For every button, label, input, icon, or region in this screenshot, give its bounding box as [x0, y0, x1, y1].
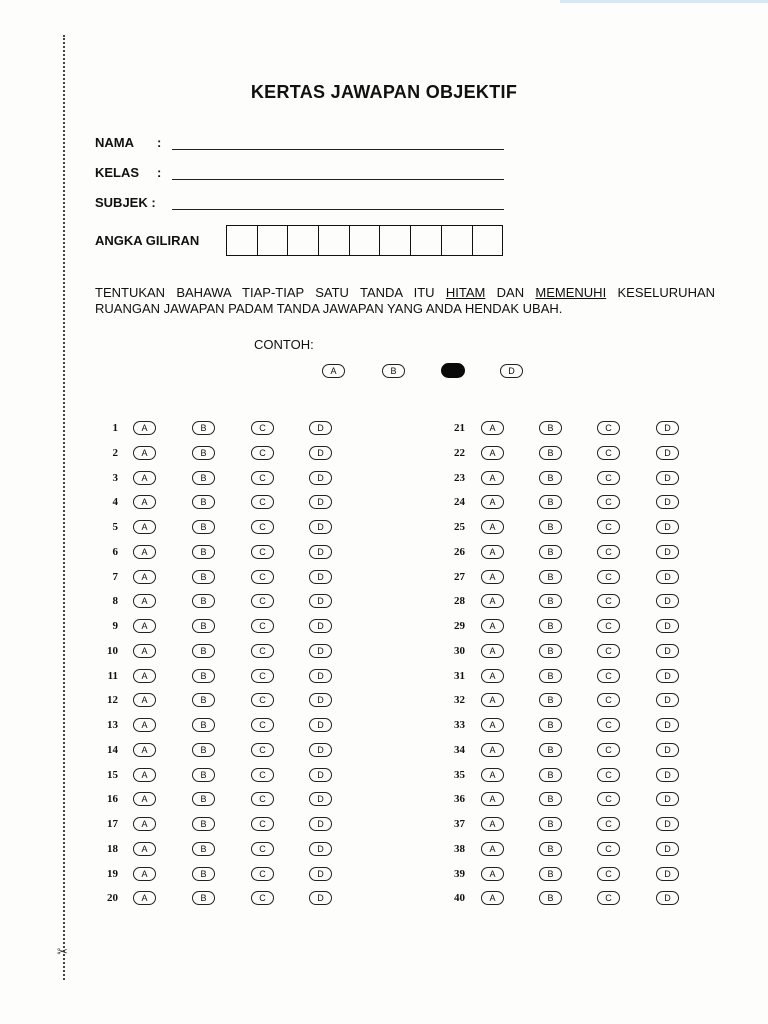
angka-giliran-box[interactable] [411, 226, 442, 255]
answer-bubble-q11-c[interactable]: C [251, 669, 274, 683]
question-number: 12 [107, 694, 118, 707]
answer-bubble-q2-c[interactable]: C [251, 446, 274, 460]
answer-bubble-q22-a[interactable]: A [481, 446, 504, 460]
answer-bubble-q24-c[interactable]: C [597, 495, 620, 509]
answer-bubble-q3-c[interactable]: C [251, 471, 274, 485]
answer-bubble-q38-a[interactable]: A [481, 842, 504, 856]
answer-bubble-q37-a[interactable]: A [481, 817, 504, 831]
answer-bubble-q22-b[interactable]: B [539, 446, 562, 460]
nama-label: NAMA [95, 135, 134, 150]
answer-bubble-q3-b[interactable]: B [192, 471, 215, 485]
instruction-part2: KESELURUHAN [617, 285, 716, 300]
answer-bubble-q8-a[interactable]: A [133, 594, 156, 608]
answer-bubble-q4-b[interactable]: B [192, 495, 215, 509]
question-number: 10 [107, 644, 118, 657]
answer-bubble-q32-a[interactable]: A [481, 693, 504, 707]
answer-bubble-q26-c[interactable]: C [597, 545, 620, 559]
answer-bubble-q3-a[interactable]: A [133, 471, 156, 485]
answer-bubble-q36-b[interactable]: B [539, 792, 562, 806]
answer-bubble-q11-b[interactable]: B [192, 669, 215, 683]
answer-bubble-q13-c[interactable]: C [251, 718, 274, 732]
answer-bubble-q10-a[interactable]: A [133, 644, 156, 658]
answer-bubble-q10-d[interactable]: D [309, 644, 332, 658]
answer-bubble-q37-c[interactable]: C [597, 817, 620, 831]
answer-bubble-q8-b[interactable]: B [192, 594, 215, 608]
answer-bubble-q11-d[interactable]: D [309, 669, 332, 683]
answer-bubble-q19-c[interactable]: C [251, 867, 274, 881]
answer-bubble-q35-b[interactable]: B [539, 768, 562, 782]
answer-bubble-q14-a[interactable]: A [133, 743, 156, 757]
question-number: 5 [112, 521, 118, 533]
question-number: 22 [454, 446, 465, 459]
answer-bubble-q27-c[interactable]: C [597, 570, 620, 584]
answer-bubble-q31-d[interactable]: D [656, 669, 679, 683]
answer-bubble-q5-b[interactable]: B [192, 520, 215, 534]
question-number: 6 [112, 545, 118, 558]
answer-bubble-q20-a[interactable]: A [133, 891, 156, 905]
answer-bubble-q7-c[interactable]: C [251, 570, 274, 584]
answer-bubble-q37-b[interactable]: B [539, 817, 562, 831]
contoh-bubble-a: A [322, 364, 345, 378]
answer-bubble-q16-c[interactable]: C [251, 792, 274, 806]
kelas-field [95, 165, 162, 180]
answer-bubble-q25-a[interactable]: A [481, 520, 504, 534]
question-number: 30 [454, 644, 465, 657]
answer-bubble-q34-d[interactable]: D [656, 743, 679, 757]
answer-bubble-q32-c[interactable]: C [597, 693, 620, 707]
subjek-label: SUBJEK : [95, 195, 156, 210]
answer-bubble-q17-b[interactable]: B [192, 817, 215, 831]
answer-bubble-q13-a[interactable]: A [133, 718, 156, 732]
answer-bubble-q39-a[interactable]: A [481, 867, 504, 881]
answer-bubble-q23-d[interactable]: D [656, 471, 679, 485]
answer-bubble-q5-a[interactable]: A [133, 520, 156, 534]
question-number: 37 [454, 818, 465, 830]
answer-bubble-q30-b[interactable]: B [539, 644, 562, 658]
answer-bubble-q24-a[interactable]: A [481, 495, 504, 509]
question-number: 31 [454, 669, 465, 682]
answer-bubble-q28-c[interactable]: C [597, 594, 620, 608]
question-number: 13 [107, 719, 118, 731]
answer-bubble-q17-a[interactable]: A [133, 817, 156, 831]
page-title: KERTAS JAWAPAN OBJEKTIF [250, 82, 518, 102]
answer-bubble-q38-c[interactable]: C [597, 842, 620, 856]
contoh-label: CONTOH: [254, 337, 314, 352]
answer-bubble-q5-d[interactable]: D [309, 520, 332, 534]
answer-bubble-q40-a[interactable]: A [481, 891, 504, 905]
answer-bubble-q40-b[interactable]: B [539, 891, 562, 905]
answer-bubble-q14-d[interactable]: D [309, 743, 332, 757]
perforation-line [63, 35, 65, 980]
question-number: 1 [112, 422, 118, 434]
answer-bubble-q9-c[interactable]: C [251, 619, 274, 633]
answer-bubble-q12-b[interactable]: B [192, 693, 215, 707]
answer-bubble-q18-a[interactable]: A [133, 842, 156, 856]
contoh-bubble-d: D [500, 364, 523, 378]
angka-giliran-boxes [226, 225, 503, 256]
kelas-colon: : [157, 165, 162, 180]
answer-bubble-q1-c[interactable]: C [251, 421, 274, 435]
answer-bubble-q28-d[interactable]: D [656, 594, 679, 608]
answer-bubble-q3-d[interactable]: D [309, 471, 332, 485]
answer-bubble-q32-d[interactable]: D [656, 693, 679, 707]
answer-bubble-q27-b[interactable]: B [539, 570, 562, 584]
answer-bubble-q4-c[interactable]: C [251, 495, 274, 509]
answer-bubble-q11-a[interactable]: A [133, 669, 156, 683]
answer-bubble-q7-d[interactable]: D [309, 570, 332, 584]
answer-bubble-q7-b[interactable]: B [192, 570, 215, 584]
answer-bubble-q23-a[interactable]: A [481, 471, 504, 485]
answer-bubble-q29-d[interactable]: D [656, 619, 679, 633]
answer-bubble-q23-c[interactable]: C [597, 471, 620, 485]
question-number: 28 [454, 595, 465, 608]
answer-bubble-q13-d[interactable]: D [309, 718, 332, 732]
answer-bubble-q23-b[interactable]: B [539, 471, 562, 485]
answer-bubble-q5-c[interactable]: C [251, 520, 274, 534]
answer-bubble-q10-b[interactable]: B [192, 644, 215, 658]
answer-bubble-q15-d[interactable]: D [309, 768, 332, 782]
answer-bubble-q28-a[interactable]: A [481, 594, 504, 608]
answer-bubble-q35-d[interactable]: D [656, 768, 679, 782]
answer-bubble-q24-b[interactable]: B [539, 495, 562, 509]
answer-bubble-q2-a[interactable]: A [133, 446, 156, 460]
answer-bubble-q38-b[interactable]: B [539, 842, 562, 856]
answer-bubble-q2-b[interactable]: B [192, 446, 215, 460]
answer-bubble-q9-a[interactable]: A [133, 619, 156, 633]
answer-bubble-q30-a[interactable]: A [481, 644, 504, 658]
answer-bubble-q1-b[interactable]: B [192, 421, 215, 435]
answer-bubble-q29-b[interactable]: B [539, 619, 562, 633]
question-number: 26 [454, 545, 465, 558]
contoh-bubble-c [441, 363, 465, 378]
answer-bubble-q4-d[interactable]: D [309, 495, 332, 509]
answer-bubble-q35-a[interactable]: A [481, 768, 504, 782]
question-number: 21 [454, 422, 465, 434]
answer-bubble-q40-c[interactable]: C [597, 891, 620, 905]
answer-bubble-q33-d[interactable]: D [656, 718, 679, 732]
answer-bubble-q38-d[interactable]: D [656, 842, 679, 856]
question-number: 16 [107, 793, 118, 806]
question-number: 23 [454, 471, 465, 484]
subjek-input-line[interactable] [172, 209, 504, 210]
question-number: 9 [112, 620, 118, 632]
answer-bubble-q27-d[interactable]: D [656, 570, 679, 584]
answer-bubble-q40-d[interactable]: D [656, 891, 679, 905]
answer-bubble-q18-d[interactable]: D [309, 842, 332, 856]
question-number: 17 [107, 818, 118, 830]
question-number: 3 [112, 471, 118, 484]
answer-bubble-q21-c[interactable]: C [597, 421, 620, 435]
instruction-memenuhi: MEMENUHI [535, 285, 607, 300]
kelas-input-line[interactable] [172, 179, 504, 180]
answer-bubble-q20-b[interactable]: B [192, 891, 215, 905]
answer-bubble-q18-c[interactable]: C [251, 842, 274, 856]
question-number: 34 [454, 743, 465, 756]
angka-giliran-box[interactable] [442, 226, 473, 255]
answer-bubble-q31-b[interactable]: B [539, 669, 562, 683]
instruction-text [95, 285, 715, 317]
answer-bubble-q17-d[interactable]: D [309, 817, 332, 831]
nama-colon: : [157, 135, 162, 150]
scan-edge-line [560, 0, 768, 3]
answer-bubble-q6-d[interactable]: D [309, 545, 332, 559]
question-number: 33 [454, 719, 465, 731]
answer-bubble-q6-a[interactable]: A [133, 545, 156, 559]
answer-bubble-q39-d[interactable]: D [656, 867, 679, 881]
answer-bubble-q33-b[interactable]: B [539, 718, 562, 732]
angka-giliran-label: ANGKA GILIRAN [95, 233, 200, 248]
answer-bubble-q1-d[interactable]: D [309, 421, 332, 435]
answer-bubble-q30-d[interactable]: D [656, 644, 679, 658]
answer-bubble-q8-c[interactable]: C [251, 594, 274, 608]
answer-bubble-q25-b[interactable]: B [539, 520, 562, 534]
scissors-icon: ✂ [57, 944, 68, 959]
question-number: 36 [454, 793, 465, 806]
answer-bubble-q26-a[interactable]: A [481, 545, 504, 559]
answer-bubble-q16-a[interactable]: A [133, 792, 156, 806]
answer-bubble-q15-a[interactable]: A [133, 768, 156, 782]
answer-bubble-q33-a[interactable]: A [481, 718, 504, 732]
answer-bubble-q14-c[interactable]: C [251, 743, 274, 757]
answer-bubble-q39-b[interactable]: B [539, 867, 562, 881]
instruction-dan: DAN [496, 285, 525, 300]
answer-bubble-q12-c[interactable]: C [251, 693, 274, 707]
question-number: 7 [112, 570, 118, 583]
answer-bubble-q24-d[interactable]: D [656, 495, 679, 509]
angka-giliran-box[interactable] [473, 226, 503, 255]
question-number: 35 [454, 768, 465, 781]
answer-bubble-q26-b[interactable]: B [539, 545, 562, 559]
answer-bubble-q34-a[interactable]: A [481, 743, 504, 757]
question-number: 14 [107, 743, 118, 756]
question-number: 8 [112, 595, 118, 608]
angka-giliran-box[interactable] [350, 226, 381, 255]
question-number: 2 [112, 446, 118, 459]
answer-bubble-q25-c[interactable]: C [597, 520, 620, 534]
answer-bubble-q12-d[interactable]: D [309, 693, 332, 707]
answer-bubble-q14-b[interactable]: B [192, 743, 215, 757]
question-number: 15 [107, 768, 118, 781]
answer-bubble-q29-c[interactable]: C [597, 619, 620, 633]
answer-bubble-q17-c[interactable]: C [251, 817, 274, 831]
answer-bubble-q36-a[interactable]: A [481, 792, 504, 806]
answer-bubble-q19-d[interactable]: D [309, 867, 332, 881]
answer-bubble-q20-d[interactable]: D [309, 891, 332, 905]
angka-giliran-box[interactable] [288, 226, 319, 255]
answer-bubble-q29-a[interactable]: A [481, 619, 504, 633]
angka-giliran-box[interactable] [380, 226, 411, 255]
answer-bubble-q39-c[interactable]: C [597, 867, 620, 881]
question-number: 32 [454, 694, 465, 707]
instruction-part1: TENTUKAN BAHAWA TIAP-TIAP SATU TANDA ITU [95, 285, 435, 300]
angka-giliran-box[interactable] [319, 226, 350, 255]
answer-bubble-q16-b[interactable]: B [192, 792, 215, 806]
answer-bubble-q13-b[interactable]: B [192, 718, 215, 732]
nama-input-line[interactable] [172, 149, 504, 150]
answer-bubble-q6-b[interactable]: B [192, 545, 215, 559]
question-number: 39 [454, 867, 465, 880]
question-number: 20 [107, 892, 118, 905]
answer-bubble-q31-a[interactable]: A [481, 669, 504, 683]
kelas-label: KELAS [95, 165, 140, 180]
answer-bubble-q15-c[interactable]: C [251, 768, 274, 782]
angka-giliran-box[interactable] [258, 226, 289, 255]
answer-bubble-q8-d[interactable]: D [309, 594, 332, 608]
answer-bubble-q18-b[interactable]: B [192, 842, 215, 856]
answer-bubble-q34-b[interactable]: B [539, 743, 562, 757]
answer-bubble-q31-c[interactable]: C [597, 669, 620, 683]
answer-bubble-q30-c[interactable]: C [597, 644, 620, 658]
answer-bubble-q33-c[interactable]: C [597, 718, 620, 732]
question-number: 18 [107, 842, 118, 855]
answer-bubble-q4-a[interactable]: A [133, 495, 156, 509]
answer-bubble-q36-d[interactable]: D [656, 792, 679, 806]
contoh-bubble-b: B [382, 364, 405, 378]
answer-bubble-q1-a[interactable]: A [133, 421, 156, 435]
instruction-hitam: HITAM [445, 285, 486, 300]
question-number: 24 [454, 496, 465, 509]
answer-bubble-q16-d[interactable]: D [309, 792, 332, 806]
question-number: 38 [454, 842, 465, 855]
answer-bubble-q10-c[interactable]: C [251, 644, 274, 658]
answer-bubble-q15-b[interactable]: B [192, 768, 215, 782]
answer-bubble-q2-d[interactable]: D [309, 446, 332, 460]
question-number: 4 [112, 496, 118, 509]
answer-bubble-q7-a[interactable]: A [133, 570, 156, 584]
question-number: 40 [454, 892, 465, 905]
question-number: 27 [454, 570, 465, 583]
question-number: 19 [107, 867, 118, 880]
question-number: 25 [454, 521, 465, 533]
question-number: 11 [107, 669, 118, 682]
answer-bubble-q21-b[interactable]: B [539, 421, 562, 435]
answer-bubble-q19-a[interactable]: A [133, 867, 156, 881]
answer-bubble-q37-d[interactable]: D [656, 817, 679, 831]
answer-bubble-q22-c[interactable]: C [597, 446, 620, 460]
subjek-field [95, 195, 156, 210]
answer-bubble-q19-b[interactable]: B [192, 867, 215, 881]
answer-bubble-q25-d[interactable]: D [656, 520, 679, 534]
answer-bubble-q34-c[interactable]: C [597, 743, 620, 757]
answer-bubble-q6-c[interactable]: C [251, 545, 274, 559]
answer-bubble-q9-d[interactable]: D [309, 619, 332, 633]
answer-bubble-q27-a[interactable]: A [481, 570, 504, 584]
answer-bubble-q26-d[interactable]: D [656, 545, 679, 559]
instruction-line2: RUANGAN JAWAPAN PADAM TANDA JAWAPAN YANG ANDA HENDAK UBAH. [95, 301, 563, 316]
answer-bubble-q20-c[interactable]: C [251, 891, 274, 905]
answer-bubble-q28-b[interactable]: B [539, 594, 562, 608]
answer-bubble-q9-b[interactable]: B [192, 619, 215, 633]
nama-field [95, 135, 162, 150]
answer-bubble-q21-d[interactable]: D [656, 421, 679, 435]
question-number: 29 [454, 620, 465, 632]
answer-bubble-q32-b[interactable]: B [539, 693, 562, 707]
answer-bubble-q21-a[interactable]: A [481, 421, 504, 435]
answer-bubble-q36-c[interactable]: C [597, 792, 620, 806]
answer-bubble-q35-c[interactable]: C [597, 768, 620, 782]
answer-bubble-q22-d[interactable]: D [656, 446, 679, 460]
angka-giliran-box[interactable] [227, 226, 258, 255]
answer-bubble-q12-a[interactable]: A [133, 693, 156, 707]
